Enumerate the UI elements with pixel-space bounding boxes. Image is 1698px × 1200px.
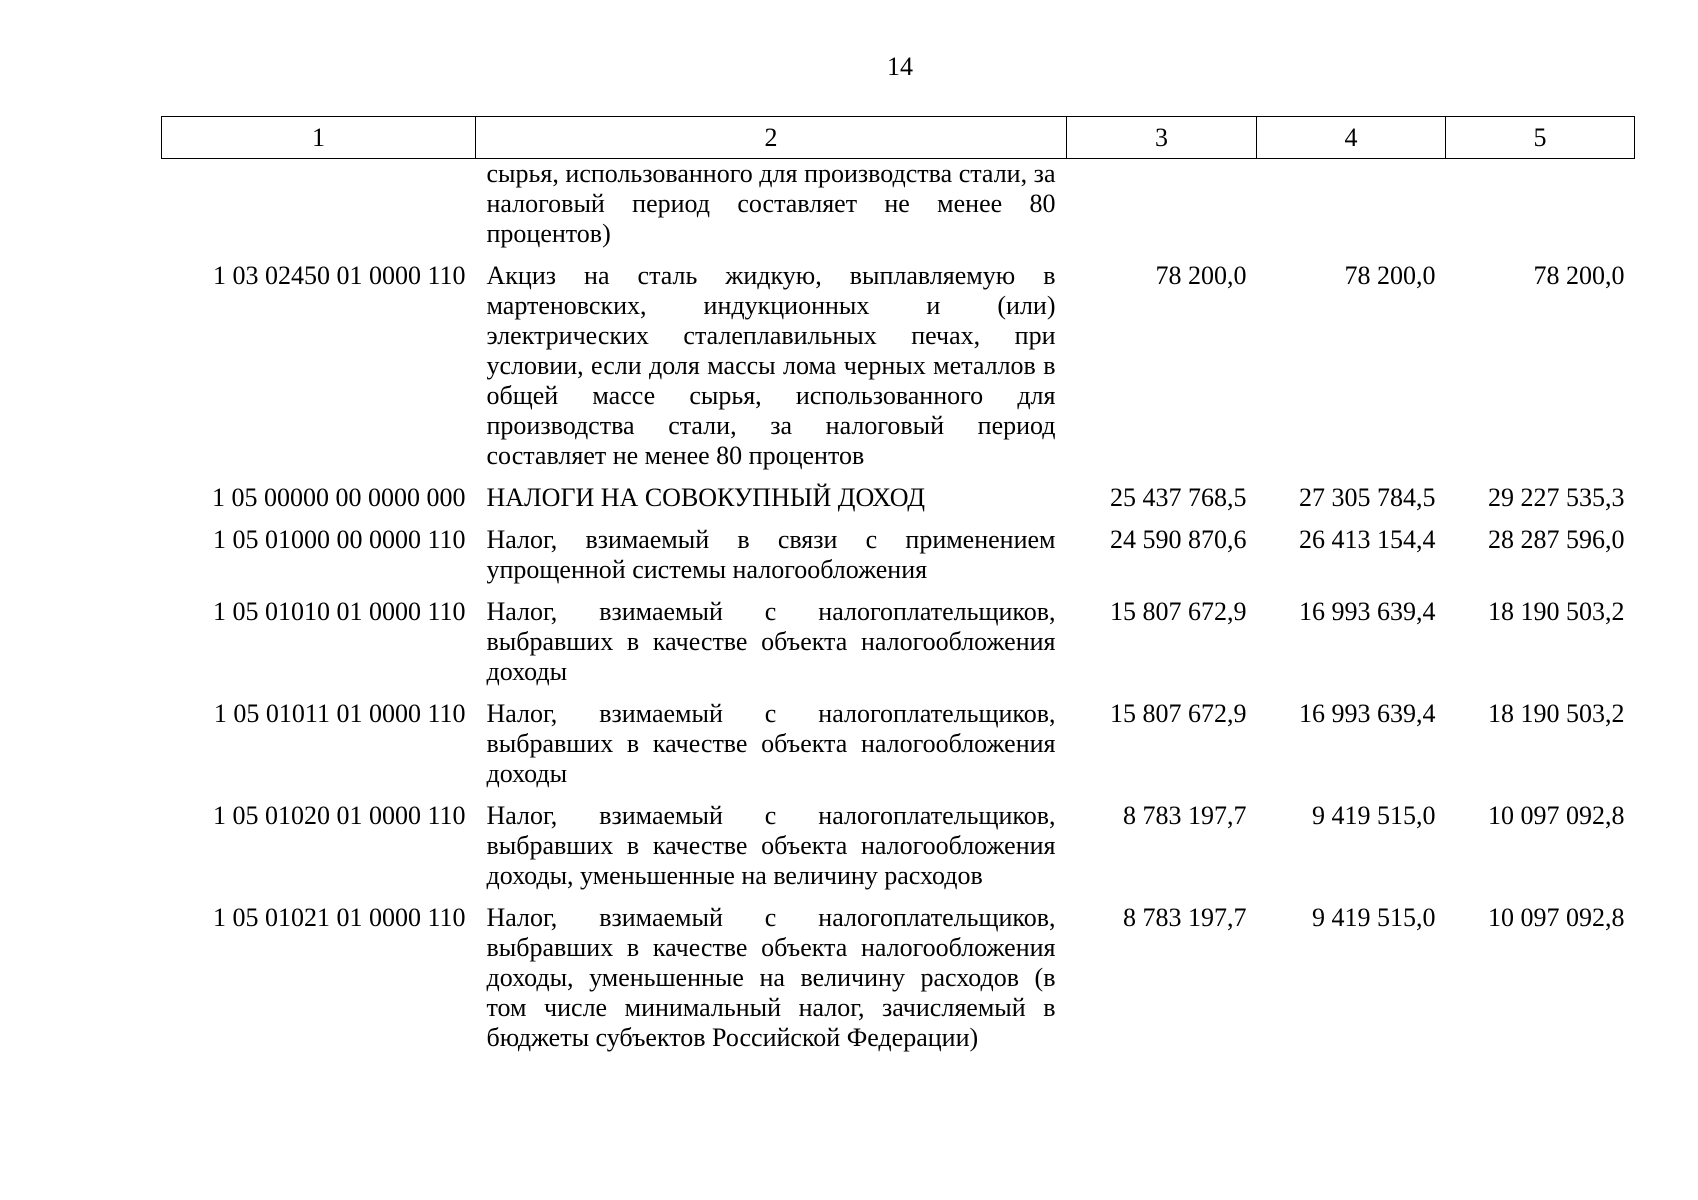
row-code: 1 05 01021 01 0000 110	[212, 903, 466, 932]
row-name: Налог, взимаемый с налогоплательщиков, выбравших в качестве объекта налогообложения доходы	[486, 597, 1056, 686]
row-value-4: 26 413 154,4	[1299, 525, 1436, 554]
row-value-3: 25 437 768,5	[1110, 483, 1247, 512]
row-name: Налог, взимаемый с налогоплательщиков, выбравших в качестве объекта налогообложения доходы	[486, 699, 1056, 788]
row-value-3: 15 807 672,9	[1110, 597, 1247, 626]
row-value-3: 8 783 197,7	[1123, 903, 1247, 932]
row-value-5: 78 200,0	[1533, 261, 1625, 290]
table-header-row	[162, 117, 1635, 159]
row-value-4	[1257, 159, 1446, 260]
column-header-4: 4	[1257, 117, 1446, 159]
row-value-3: 24 590 870,6	[1110, 525, 1247, 554]
table-row	[162, 697, 1635, 799]
row-name: Налог, взимаемый с налогоплательщиков, выбравших в качестве объекта налогообложения доходы, уменьшенные на величину расходов	[486, 801, 1056, 890]
row-value-4: 16 993 639,4	[1299, 699, 1436, 728]
row-name: Налог, взимаемый в связи с применением упрощенной системы налогообложения	[486, 525, 1056, 584]
row-value-5	[1446, 159, 1635, 260]
column-header-1: 1	[162, 117, 476, 159]
table-row	[162, 481, 1635, 523]
table-row	[162, 159, 1635, 260]
row-name: сырья, использованного для производства стали, за налоговый период составляет не менее 80 процентов)	[486, 159, 1056, 248]
row-value-3	[1067, 159, 1257, 260]
row-code: 1 05 01010 01 0000 110	[212, 597, 466, 626]
row-name: Акциз на сталь жидкую, выплавляемую в мартеновских, индукционных и (или) электрических сталеплавильных печах, при условии, если доля массы лома черных металлов в общей массе сырья, использованного для производства стали, за налоговый период составляет не менее 80 процентов	[486, 261, 1056, 470]
row-name: НАЛОГИ НА СОВОКУПНЫЙ ДОХОД	[486, 483, 925, 512]
row-code: 1 05 01020 01 0000 110	[212, 801, 466, 830]
budget-table	[161, 116, 1635, 1063]
row-value-5: 29 227 535,3	[1488, 483, 1625, 512]
row-value-4: 27 305 784,5	[1299, 483, 1436, 512]
table-row	[162, 799, 1635, 901]
row-value-5: 10 097 092,8	[1488, 903, 1625, 932]
row-code: 1 03 02450 01 0000 110	[212, 261, 466, 290]
row-value-3: 8 783 197,7	[1123, 801, 1247, 830]
row-value-5: 18 190 503,2	[1488, 699, 1625, 728]
column-header-5: 5	[1446, 117, 1635, 159]
row-code: 1 05 00000 00 0000 000	[212, 483, 466, 512]
page-number: 14	[887, 52, 913, 81]
row-value-4: 9 419 515,0	[1312, 801, 1436, 830]
table-row	[162, 595, 1635, 697]
row-value-3: 78 200,0	[1155, 261, 1247, 290]
table-row	[162, 901, 1635, 1063]
table-row	[162, 523, 1635, 595]
row-name: Налог, взимаемый с налогоплательщиков, выбравших в качестве объекта налогообложения доходы, уменьшенные на величину расходов (в том числе минимальный налог, зачисляемый в бюджеты субъектов Российской Федерации)	[486, 903, 1056, 1052]
row-code: 1 05 01011 01 0000 110	[213, 699, 466, 728]
row-code	[162, 159, 476, 260]
row-value-5: 18 190 503,2	[1488, 597, 1625, 626]
table-row	[162, 259, 1635, 481]
row-value-3: 15 807 672,9	[1110, 699, 1247, 728]
column-header-3: 3	[1067, 117, 1257, 159]
row-code: 1 05 01000 00 0000 110	[212, 525, 466, 554]
column-header-2: 2	[476, 117, 1067, 159]
row-value-4: 9 419 515,0	[1312, 903, 1436, 932]
row-value-5: 10 097 092,8	[1488, 801, 1625, 830]
row-value-4: 78 200,0	[1344, 261, 1436, 290]
row-value-5: 28 287 596,0	[1488, 525, 1625, 554]
row-value-4: 16 993 639,4	[1299, 597, 1436, 626]
